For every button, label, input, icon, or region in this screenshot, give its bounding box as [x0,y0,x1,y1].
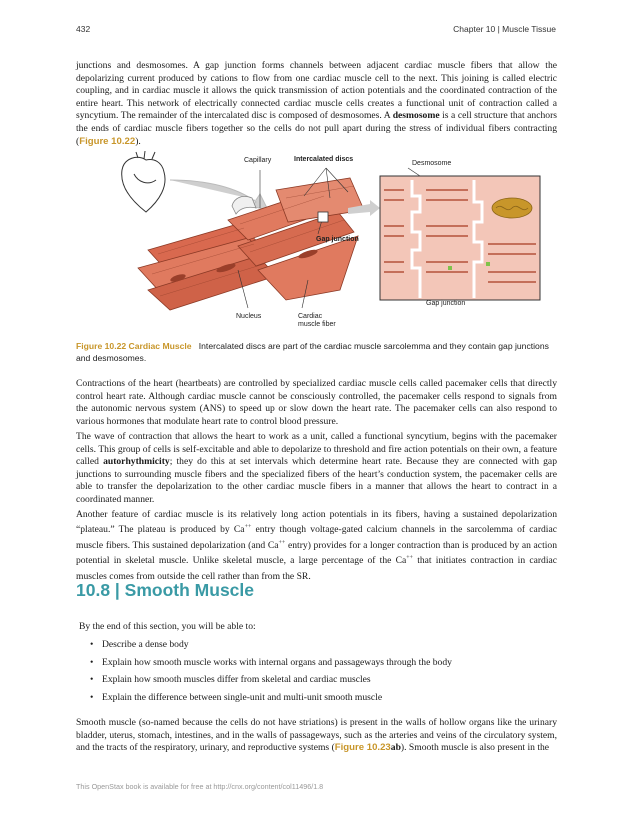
caption-text: Intercalated discs are part of the cardiac muscle sarcolemma and they contain gap junctions and desmosomes. [76,341,549,363]
heart-icon [122,151,165,212]
paragraph-pacemaker-cells: Contractions of the heart (heartbeats) are controlled by specialized cardiac muscle cells called pacemaker cells that directly control heart rate. Although cardiac muscle cannot be consciously controlled, the pacemaker cells respond to signals from the autonomic nervous system (ANS) to speed up or slow down the heart rate. The pacemaker cells can also respond to various hormones that modulate heart rate to control blood pressure. [76,378,557,427]
list-item: • Explain the difference between single-unit and multi-unit smooth muscle [90,691,383,703]
bullet-icon: • [90,674,94,686]
label-gap-junction-center: Gap junction [316,236,359,243]
figure-caption [76,341,557,364]
list-item: • Explain how smooth muscle works with internal organs and passageways through the body [90,656,452,668]
bullet-icon: • [90,656,94,668]
page-footer: This OpenStax book is available for free at http://cnx.org/content/col11496/1.8 [76,782,324,791]
figure-link-10-22[interactable]: Figure 10.22 [79,135,136,147]
capillary-vessel [232,196,256,214]
label-intercalated-discs: Intercalated discs [294,156,354,163]
page-header [76,24,556,38]
objectives-list [90,639,550,709]
figure-cardiac-muscle [108,150,560,334]
label-cardiac-fiber-line1: Cardiac [298,313,323,320]
label-capillary: Capillary [244,157,272,164]
section-title: 10.8 | Smooth Muscle [76,580,254,600]
paragraph-gap-junctions: junctions and desmosomes. A gap junction forms channels between adjacent cardiac muscle fibers that allow the depolarizing current produced by cations to flow from one cardiac muscle cell to the next. This joining is called electric coupling, and in cardiac muscle it allows the quick transmission of action potentials and the coordinated contraction of the entire heart. This network of electrically connected cardiac muscle cells creates a functional unit of contraction called a syncytium. The remainder of the intercalated disc is composed of desmosomes. A desmosome is a cell structure that anchors the ends of cardiac muscle fibers together so the cells do not pull apart during the stress of individual fibers contracting (Figure 10.22). [76,60,557,147]
caption-number: Figure 10.22 Cardiac Muscle [76,341,192,351]
list-item: • Explain how smooth muscles differ from skeletal and cardiac muscles [90,674,371,686]
figure-link-10-23[interactable]: Figure 10.23 [334,742,391,754]
label-cardiac-fiber-line2: muscle fiber [298,321,336,328]
paragraph-functional-syncytium: The wave of contraction that allows the heart to work as a unit, called a functional syncytium, begins with the pacemaker cells. This group of cells is self-excitable and able to depolarize to threshold and fire action potentials on their own, a feature called autorhythmicity; they do this at set intervals which determine heart rate. Because they are connected with gap junctions to surrounding muscle fibers and the specialized fibers of the heart’s conduction system, the pacemaker cells are able to transfer the depolarization to the other cardiac muscle fibers in a manner that allows the heart to contract in a coordinated manner. [76,431,557,505]
label-desmosome: Desmosome [412,160,452,167]
term-autorhythmicity: autorhythmicity [103,456,170,468]
list-item: • Describe a dense body [90,639,189,650]
label-nucleus: Nucleus [236,313,262,320]
objectives-intro: By the end of this section, you will be able to: [79,621,256,632]
chapter-title: Chapter 10 | Muscle Tissue [453,24,556,34]
intercalated-disc-detail [380,176,540,300]
label-gap-junction-right: Gap junction [426,300,466,307]
term-desmosome: desmosome [392,110,440,122]
paragraph-smooth-muscle: Smooth muscle (so-named because the cells do not have striations) is present in the walls of hollow organs like the urinary bladder, uterus, stomach, intestines, and in the walls of passageways, such as the arteries and veins of the circulatory system, and the tracts of the respiratory, urinary, and reproductive systems (Figure 10.23ab). Smooth muscle is also present in the [76,717,557,754]
paragraph-action-potentials: Another feature of cardiac muscle is its relatively long action potentials in its fibers, having a sustained depolarization “plateau.” The plateau is produced by Ca++ entry though voltage-gated calcium channels in the sarcolemma of cardiac muscle fibers. This sustained depolarization (and Ca++ entry) provides for a longer contraction than is produced by an action potential in skeletal muscle. Unlike skeletal muscle, a large percentage of the Ca++ that initiates contraction in cardiac muscles comes from outside the cell rather than from the SR. [76,509,558,582]
page-number: 432 [76,24,91,34]
bullet-icon: • [90,639,94,650]
bullet-icon: • [90,691,94,703]
